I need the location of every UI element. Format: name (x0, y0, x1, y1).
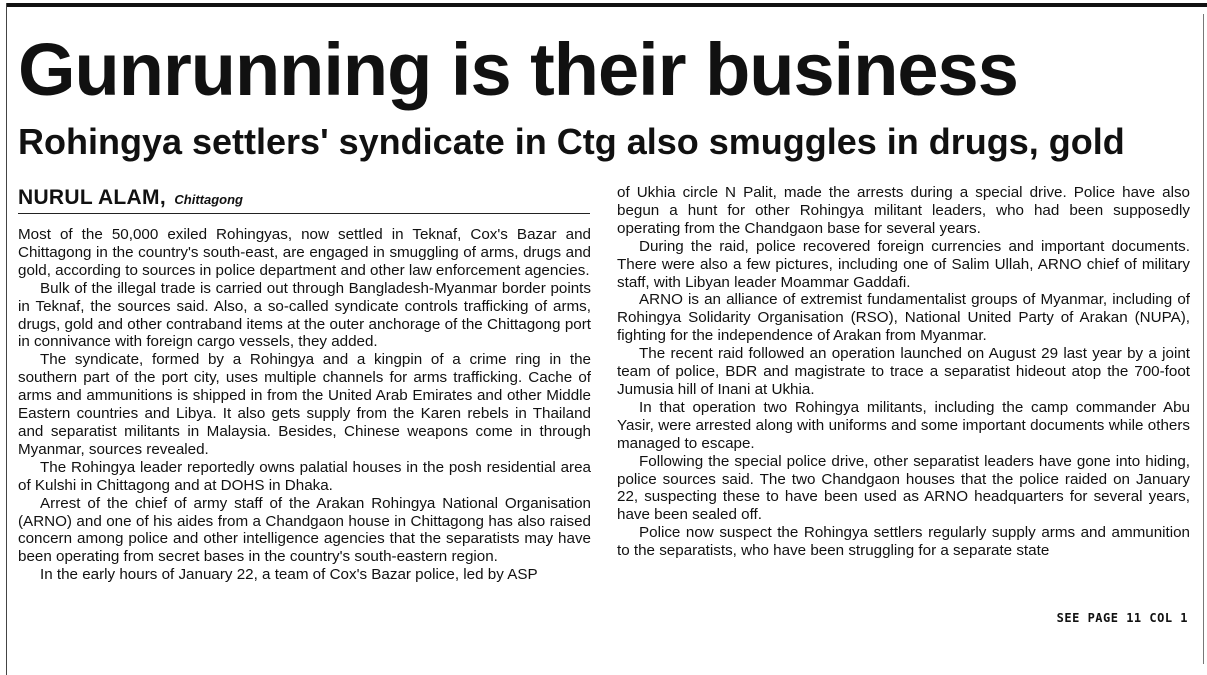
top-border-rule (6, 3, 1207, 7)
paragraph: Bulk of the illegal trade is carried out through Bangladesh-Myanmar border points in Teknaf, the sources said. Also, a so-called syndicate controls trafficking of arms, drugs, gold and other contraband items at the outer anchorage of the Chittagong port in connivance with foreign cargo vessels, they added. (18, 279, 591, 351)
paragraph: The Rohingya leader reportedly owns palatial houses in the posh residential area of Kulshi in Chittagong and at DOHS in Dhaka. (18, 458, 591, 494)
paragraph: ARNO is an alliance of extremist fundamentalist groups of Myanmar, including of Rohingya Solidarity Organisation (RSO), National United Party of Arakan (NUPA), fighting for the independence of Arakan from Myanmar. (617, 291, 1190, 345)
paragraph: In that operation two Rohingya militants, including the camp commander Abu Yasir, were arrested along with uniforms and some important documents while others managed to escape. (617, 398, 1190, 452)
article-column-1 (18, 226, 591, 584)
article-column-2 (617, 184, 1190, 560)
continuation-note: SEE PAGE 11 COL 1 (1056, 611, 1188, 625)
headline: Gunrunning is their business (18, 28, 1018, 111)
paragraph: Most of the 50,000 exiled Rohingyas, now settled in Teknaf, Cox's Bazar and Chittagong in the country's south-east, are engaged in smuggling of arms, drugs and gold, according to sources in police department and other law enforcement agencies. (18, 226, 591, 279)
right-border-rule (1203, 14, 1204, 664)
byline-author: NURUL ALAM, (18, 186, 166, 209)
byline-location: Chittagong (174, 192, 243, 207)
paragraph: of Ukhia circle N Palit, made the arrests during a special drive. Police have also begun a hunt for other Rohingya militant leaders, who had been supposedly operating from the Chandgaon base for several years. (617, 184, 1190, 237)
paragraph: During the raid, police recovered foreign currencies and important documents. There were also a few pictures, including one of Salim Ullah, ARNO chief of military staff, with Libyan leader Moammar Gaddafi. (617, 237, 1190, 291)
paragraph: The recent raid followed an operation launched on August 29 last year by a joint team of police, BDR and magistrate to trace a separatist hideout atop the 700-foot Jumusia hill of Inani at Ukhia. (617, 345, 1190, 398)
left-border-rule (6, 3, 7, 675)
paragraph: In the early hours of January 22, a team of Cox's Bazar police, led by ASP (40, 566, 538, 584)
paragraph: Following the special police drive, other separatist leaders have gone into hiding, police sources said. The two Chandgaon houses that the police raided on January 22, suspecting these to have been used as ARNO headquarters for several years, have been sealed off. (617, 452, 1190, 524)
byline (18, 186, 590, 214)
paragraph: The syndicate, formed by a Rohingya and a kingpin of a crime ring in the southern part of the port city, uses multiple channels for arms trafficking. Cache of arms and ammunitions is shipped in from the United Arab Emirates and other Middle Eastern countries and Libya. It also gets supply from the Karen rebels in Thailand and separatist militants in Malaysia. Besides, Chinese weapons come in through Myanmar, sources revealed. (18, 351, 591, 458)
paragraph: Arrest of the chief of army staff of the Arakan Rohingya National Organisation (ARNO) and one of his aides from a Chandgaon house in Chittagong has also raised concern among police and other intelligence agencies that the separatists may have been operating from secret bases in the country's south-eastern region. (18, 494, 591, 566)
paragraph: Police now suspect the Rohingya settlers regularly supply arms and ammunition to the separatists, who have been struggling for a separate state (617, 524, 1190, 560)
subheadline: Rohingya settlers' syndicate in Ctg also smuggles in drugs, gold (18, 121, 1125, 162)
